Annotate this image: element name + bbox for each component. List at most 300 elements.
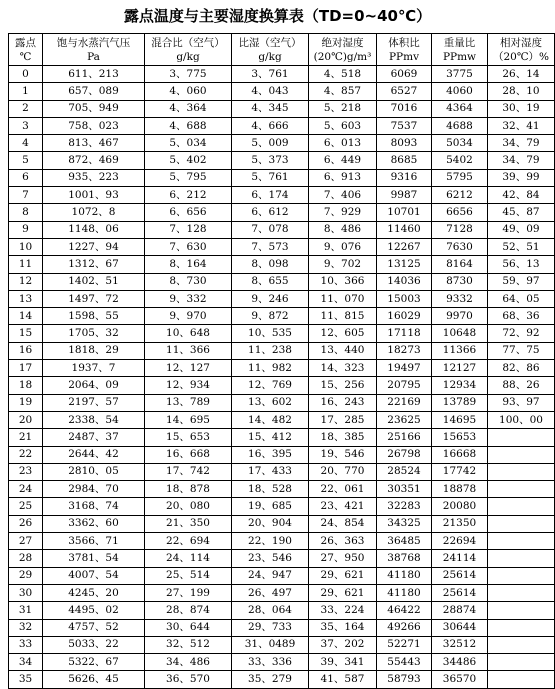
table-row [9, 83, 555, 100]
table-cell: 11、366 [145, 342, 232, 359]
table-row [9, 66, 555, 83]
table-cell: 8164 [432, 256, 488, 273]
table-cell: 29、621 [309, 567, 377, 584]
table-cell: 12、769 [232, 377, 309, 394]
table-cell: 8093 [377, 135, 432, 152]
table-row [9, 308, 555, 325]
table-cell: 14、695 [145, 411, 232, 428]
table-cell: 4、345 [232, 100, 309, 117]
table-cell: 2984、70 [43, 481, 145, 498]
table-cell: 6069 [377, 66, 432, 83]
table-cell: 6527 [377, 83, 432, 100]
header-saturation-pressure: 饱与水蒸汽气压 Pa [43, 34, 145, 66]
table-cell [488, 567, 555, 584]
table-cell: 6、913 [309, 169, 377, 186]
table-cell: 9、076 [309, 238, 377, 255]
table-cell: 29、733 [232, 619, 309, 636]
table-row [9, 221, 555, 238]
table-cell: 14695 [432, 411, 488, 428]
header-weight-ratio: 重量比 PPmw [432, 34, 488, 66]
table-cell: 88、26 [488, 377, 555, 394]
table-cell: 13125 [377, 256, 432, 273]
table-row [9, 377, 555, 394]
header-relative-humidity: 相对湿度 （20℃）% [488, 34, 555, 66]
table-cell: 2064、09 [43, 377, 145, 394]
table-cell: 15、256 [309, 377, 377, 394]
table-cell [488, 481, 555, 498]
table-cell: 72、92 [488, 325, 555, 342]
table-row [9, 169, 555, 186]
table-cell: 4、060 [145, 83, 232, 100]
table-cell: 13、602 [232, 394, 309, 411]
table-cell: 19、546 [309, 446, 377, 463]
table-cell: 20、770 [309, 463, 377, 480]
table-cell: 42、84 [488, 187, 555, 204]
table-cell: 7、929 [309, 204, 377, 221]
table-cell: 1705、32 [43, 325, 145, 342]
table-cell: 3781、54 [43, 550, 145, 567]
table-cell: 8、098 [232, 256, 309, 273]
table-cell: 1072、8 [43, 204, 145, 221]
table-cell: 6 [9, 169, 43, 186]
table-cell: 18、385 [309, 429, 377, 446]
table-cell: 4495、02 [43, 602, 145, 619]
table-cell: 21350 [432, 515, 488, 532]
table-cell: 21、350 [145, 515, 232, 532]
table-cell: 24、854 [309, 515, 377, 532]
table-cell: 41、587 [309, 671, 377, 688]
table-cell: 17、433 [232, 463, 309, 480]
table-cell: 20 [9, 411, 43, 428]
table-cell: 45、87 [488, 204, 555, 221]
table-row [9, 117, 555, 134]
table-cell: 4364 [432, 100, 488, 117]
table-cell: 35、164 [309, 619, 377, 636]
table-cell: 33、336 [232, 654, 309, 671]
table-cell: 19、685 [232, 498, 309, 515]
table-row [9, 290, 555, 307]
table-cell: 5402 [432, 152, 488, 169]
table-cell: 20795 [377, 377, 432, 394]
table-cell: 6656 [432, 204, 488, 221]
table-cell: 10648 [432, 325, 488, 342]
table-cell: 14、482 [232, 411, 309, 428]
table-cell: 14、323 [309, 360, 377, 377]
table-cell: 38768 [377, 550, 432, 567]
table-cell: 3 [9, 117, 43, 134]
table-cell: 39、341 [309, 654, 377, 671]
table-cell: 41180 [377, 584, 432, 601]
table-cell: 2338、54 [43, 411, 145, 428]
table-row [9, 342, 555, 359]
table-cell: 32、41 [488, 117, 555, 134]
table-cell: 1227、94 [43, 238, 145, 255]
table-cell: 52、51 [488, 238, 555, 255]
table-cell: 32 [9, 619, 43, 636]
table-cell: 14 [9, 308, 43, 325]
table-cell: 26、14 [488, 66, 555, 83]
table-cell: 30 [9, 584, 43, 601]
table-cell: 10、535 [232, 325, 309, 342]
table-row [9, 567, 555, 584]
table-cell: 26、497 [232, 584, 309, 601]
table-cell: 34、79 [488, 152, 555, 169]
table-cell: 7128 [432, 221, 488, 238]
table-cell: 13 [9, 290, 43, 307]
table-cell: 31 [9, 602, 43, 619]
header-mixing-ratio: 混合比（空气） g/kg [145, 34, 232, 66]
table-row [9, 360, 555, 377]
table-cell: 4245、20 [43, 584, 145, 601]
table-cell: 8685 [377, 152, 432, 169]
table-cell: 5034 [432, 135, 488, 152]
table-cell [488, 619, 555, 636]
table-cell: 28 [9, 550, 43, 567]
table-cell: 28524 [377, 463, 432, 480]
table-cell: 22694 [432, 533, 488, 550]
table-body [9, 66, 555, 689]
table-cell: 18、528 [232, 481, 309, 498]
table-row [9, 515, 555, 532]
table-cell: 28874 [432, 602, 488, 619]
table-cell: 6、174 [232, 187, 309, 204]
table-cell: 15653 [432, 429, 488, 446]
table-row [9, 533, 555, 550]
table-cell: 7、573 [232, 238, 309, 255]
table-cell: 4 [9, 135, 43, 152]
table-cell: 9、246 [232, 290, 309, 307]
table-cell: 5322、67 [43, 654, 145, 671]
table-row [9, 411, 555, 428]
table-cell: 6、612 [232, 204, 309, 221]
table-cell: 8、730 [145, 273, 232, 290]
table-cell: 8、486 [309, 221, 377, 238]
table-cell: 18273 [377, 342, 432, 359]
table-cell: 11 [9, 256, 43, 273]
table-cell [488, 636, 555, 653]
table-cell: 32512 [432, 636, 488, 653]
table-cell: 935、223 [43, 169, 145, 186]
table-cell: 9、702 [309, 256, 377, 273]
table-cell: 5、034 [145, 135, 232, 152]
table-cell: 100、00 [488, 411, 555, 428]
table-cell: 31、0489 [232, 636, 309, 653]
table-cell: 23、421 [309, 498, 377, 515]
table-cell: 23 [9, 463, 43, 480]
table-cell: 12 [9, 273, 43, 290]
table-cell: 28、874 [145, 602, 232, 619]
table-cell: 28、064 [232, 602, 309, 619]
table-cell: 15、412 [232, 429, 309, 446]
table-cell: 64、05 [488, 290, 555, 307]
table-cell: 3775 [432, 66, 488, 83]
table-cell: 9970 [432, 308, 488, 325]
table-row [9, 498, 555, 515]
table-row [9, 463, 555, 480]
table-cell: 20、904 [232, 515, 309, 532]
table-cell: 17118 [377, 325, 432, 342]
table-cell: 16 [9, 342, 43, 359]
table-cell: 17 [9, 360, 43, 377]
table-row [9, 481, 555, 498]
table-cell: 6212 [432, 187, 488, 204]
table-cell: 21 [9, 429, 43, 446]
table-row [9, 671, 555, 688]
table-cell: 9987 [377, 187, 432, 204]
table-cell: 7、630 [145, 238, 232, 255]
table-cell: 1312、67 [43, 256, 145, 273]
table-row [9, 256, 555, 273]
table-cell: 7537 [377, 117, 432, 134]
table-cell: 30644 [432, 619, 488, 636]
table-cell: 9 [9, 221, 43, 238]
table-cell: 3566、71 [43, 533, 145, 550]
table-cell: 68、36 [488, 308, 555, 325]
table-row [9, 204, 555, 221]
table-cell [488, 533, 555, 550]
table-cell: 6、449 [309, 152, 377, 169]
table-row [9, 187, 555, 204]
table-cell: 15、653 [145, 429, 232, 446]
table-cell: 3、775 [145, 66, 232, 83]
table-cell: 25166 [377, 429, 432, 446]
table-cell: 12、934 [145, 377, 232, 394]
table-cell: 758、023 [43, 117, 145, 134]
table-cell: 18878 [432, 481, 488, 498]
table-cell: 59、97 [488, 273, 555, 290]
table-cell: 813、467 [43, 135, 145, 152]
table-cell: 4、857 [309, 83, 377, 100]
table-cell: 1001、93 [43, 187, 145, 204]
table-cell: 46422 [377, 602, 432, 619]
page-title: 露点温度与主要湿度换算表（TD=0~40℃） [123, 7, 432, 25]
table-cell: 4、043 [232, 83, 309, 100]
table-cell [488, 602, 555, 619]
table-cell: 16、668 [145, 446, 232, 463]
table-cell: 657、089 [43, 83, 145, 100]
table-cell: 7、406 [309, 187, 377, 204]
table-cell: 5、373 [232, 152, 309, 169]
conversion-table [8, 33, 555, 689]
table-cell: 4688 [432, 117, 488, 134]
table-cell: 2810、05 [43, 463, 145, 480]
table-cell: 13、789 [145, 394, 232, 411]
table-cell: 3168、74 [43, 498, 145, 515]
table-cell [488, 550, 555, 567]
table-cell: 30、644 [145, 619, 232, 636]
table-cell: 5、603 [309, 117, 377, 134]
table-cell: 20、080 [145, 498, 232, 515]
table-cell: 41180 [377, 567, 432, 584]
table-cell: 35 [9, 671, 43, 688]
table-cell: 11366 [432, 342, 488, 359]
table-cell: 58793 [377, 671, 432, 688]
table-cell: 4、364 [145, 100, 232, 117]
table-cell: 36485 [377, 533, 432, 550]
table-cell: 16、243 [309, 394, 377, 411]
table-cell [488, 515, 555, 532]
table-row [9, 394, 555, 411]
table-cell: 15003 [377, 290, 432, 307]
table-cell: 35、279 [232, 671, 309, 688]
table-cell: 29、621 [309, 584, 377, 601]
table-row [9, 654, 555, 671]
table-cell: 32、512 [145, 636, 232, 653]
table-cell: 9316 [377, 169, 432, 186]
table-cell: 34486 [432, 654, 488, 671]
table-cell: 93、97 [488, 394, 555, 411]
table-cell: 33 [9, 636, 43, 653]
table-cell: 20080 [432, 498, 488, 515]
table-cell [488, 584, 555, 601]
table-cell: 17、742 [145, 463, 232, 480]
table-cell: 34、79 [488, 135, 555, 152]
table-row [9, 100, 555, 117]
table-cell: 25614 [432, 584, 488, 601]
table-cell: 11、070 [309, 290, 377, 307]
table-cell: 5626、45 [43, 671, 145, 688]
table-cell: 5、218 [309, 100, 377, 117]
table-cell: 6、656 [145, 204, 232, 221]
table-cell: 26 [9, 515, 43, 532]
table-cell: 12、605 [309, 325, 377, 342]
table-cell: 10701 [377, 204, 432, 221]
table-cell: 2197、57 [43, 394, 145, 411]
table-cell [488, 463, 555, 480]
table-cell: 36、570 [145, 671, 232, 688]
table-cell: 8 [9, 204, 43, 221]
table-cell: 872、469 [43, 152, 145, 169]
header-specific-humidity: 比湿（空气） g/kg [232, 34, 309, 66]
table-cell: 32283 [377, 498, 432, 515]
table-cell: 27、950 [309, 550, 377, 567]
table-cell: 39、99 [488, 169, 555, 186]
table-cell: 15 [9, 325, 43, 342]
table-cell: 7016 [377, 100, 432, 117]
table-cell: 16668 [432, 446, 488, 463]
table-cell: 7、128 [145, 221, 232, 238]
table-cell: 77、75 [488, 342, 555, 359]
table-cell: 8730 [432, 273, 488, 290]
table-cell: 12267 [377, 238, 432, 255]
table-cell: 4、518 [309, 66, 377, 83]
table-cell: 34、486 [145, 654, 232, 671]
table-cell: 611、213 [43, 66, 145, 83]
table-cell: 34325 [377, 515, 432, 532]
table-row [9, 619, 555, 636]
table-cell [488, 429, 555, 446]
table-cell: 30、19 [488, 100, 555, 117]
header-dew-point: 露点 ℃ [9, 34, 43, 66]
table-cell: 9、332 [145, 290, 232, 307]
table-cell: 5、402 [145, 152, 232, 169]
header-volume-ratio: 体积比 PPmv [377, 34, 432, 66]
table-cell: 4、666 [232, 117, 309, 134]
table-cell: 23625 [377, 411, 432, 428]
table-row [9, 429, 555, 446]
table-cell: 24、947 [232, 567, 309, 584]
header-absolute-humidity: 绝对湿度 (20℃)g/m³ [309, 34, 377, 66]
table-row [9, 238, 555, 255]
table-cell: 5033、22 [43, 636, 145, 653]
table-cell: 11、815 [309, 308, 377, 325]
table-row [9, 152, 555, 169]
table-cell: 9332 [432, 290, 488, 307]
table-cell: 11460 [377, 221, 432, 238]
table-cell: 16、395 [232, 446, 309, 463]
table-cell: 3362、60 [43, 515, 145, 532]
table-cell: 24、114 [145, 550, 232, 567]
table-cell: 24114 [432, 550, 488, 567]
table-cell: 55443 [377, 654, 432, 671]
table-cell: 22、190 [232, 533, 309, 550]
table-cell: 5 [9, 152, 43, 169]
table-cell: 7630 [432, 238, 488, 255]
table-cell: 4060 [432, 83, 488, 100]
table-cell: 16029 [377, 308, 432, 325]
table-cell: 2487、37 [43, 429, 145, 446]
table-cell: 17742 [432, 463, 488, 480]
table-cell: 9、970 [145, 308, 232, 325]
table-cell: 17、285 [309, 411, 377, 428]
table-cell: 5、795 [145, 169, 232, 186]
table-cell: 22、061 [309, 481, 377, 498]
table-cell: 10、648 [145, 325, 232, 342]
table-cell: 19497 [377, 360, 432, 377]
table-cell: 7 [9, 187, 43, 204]
table-cell: 29 [9, 567, 43, 584]
table-cell: 25614 [432, 567, 488, 584]
table-cell: 26、363 [309, 533, 377, 550]
table-cell [488, 446, 555, 463]
table-cell: 22 [9, 446, 43, 463]
table-cell [488, 654, 555, 671]
table-row [9, 550, 555, 567]
table-cell: 2 [9, 100, 43, 117]
table-cell: 0 [9, 66, 43, 83]
table-cell: 1148、06 [43, 221, 145, 238]
table-cell: 24 [9, 481, 43, 498]
table-cell: 26798 [377, 446, 432, 463]
table-row [9, 273, 555, 290]
table-cell: 3、761 [232, 66, 309, 83]
table-cell: 705、949 [43, 100, 145, 117]
table-cell: 12934 [432, 377, 488, 394]
table-row [9, 325, 555, 342]
table-cell: 1 [9, 83, 43, 100]
table-cell: 36570 [432, 671, 488, 688]
table-row [9, 446, 555, 463]
table-cell: 4007、54 [43, 567, 145, 584]
table-row [9, 602, 555, 619]
table-cell: 8、164 [145, 256, 232, 273]
table-cell: 12、127 [145, 360, 232, 377]
table-cell: 11、982 [232, 360, 309, 377]
table-cell: 37、202 [309, 636, 377, 653]
table-cell: 2644、42 [43, 446, 145, 463]
table-cell: 10、366 [309, 273, 377, 290]
table-cell: 6、013 [309, 135, 377, 152]
table-cell: 7、078 [232, 221, 309, 238]
table-cell: 28、10 [488, 83, 555, 100]
table-cell: 6、212 [145, 187, 232, 204]
table-cell: 22169 [377, 394, 432, 411]
table-cell: 8、655 [232, 273, 309, 290]
table-cell: 13、440 [309, 342, 377, 359]
table-cell: 27 [9, 533, 43, 550]
table-cell: 1402、51 [43, 273, 145, 290]
table-cell: 34 [9, 654, 43, 671]
